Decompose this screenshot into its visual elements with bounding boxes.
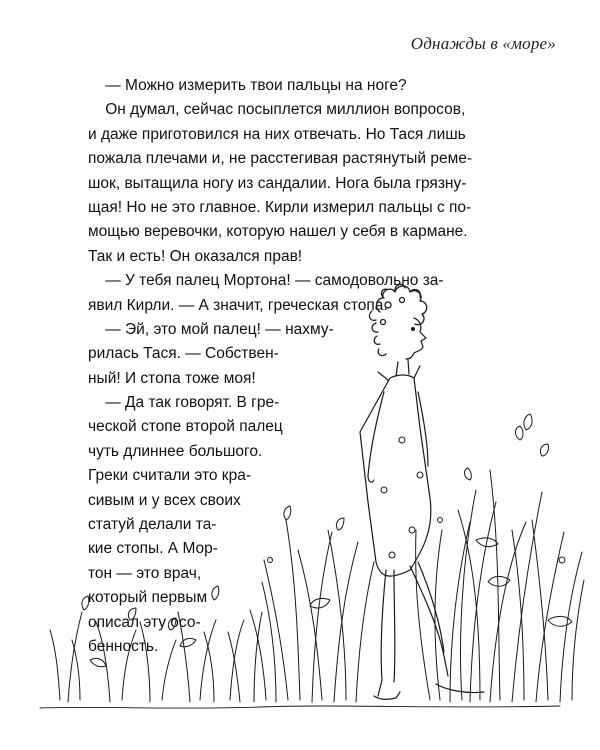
text-line: рилась Тася. — Собствен- — [88, 345, 279, 363]
text-line: — Эй, это мой палец! — нахму- — [88, 320, 334, 338]
text-line: Так и есть! Он оказался прав! — [88, 247, 303, 265]
text-line: шок, вытащила ногу из сандалии. Нога была грязну- — [88, 174, 467, 192]
text-line: статуй делали та- — [88, 516, 217, 534]
text-line: щая! Но не это главное. Кирли измерил пальцы с по- — [88, 198, 472, 216]
text-line: сивым и у всех своих — [88, 491, 241, 509]
text-line: Греки считали это кра- — [88, 467, 251, 485]
text-line: — Да так говорят. В гре- — [88, 394, 280, 412]
text-line: описал эту осо- — [88, 613, 201, 631]
text-line: и даже приготовился на них отвечать. Но Тася лишь — [88, 125, 466, 143]
text-line: ческой стопе второй палец — [88, 418, 283, 436]
text-line: — У тебя палец Мортона! — самодовольно за- — [88, 272, 444, 290]
text-line: бенность. — [88, 637, 159, 655]
text-line: явил Кирли. — А значит, греческая стопа. — [88, 296, 388, 314]
sandal-right — [436, 684, 484, 693]
text-line: чуть длиннее большого. — [88, 442, 263, 460]
running-head: Однажды в «море» — [410, 34, 556, 53]
story-text — [88, 74, 472, 659]
text-line: ный! И стопа тоже моя! — [88, 369, 256, 387]
sandal-left — [374, 692, 400, 699]
text-line: тон — это врач, — [88, 564, 202, 582]
text-line: пожала плечами и, не расстегивая растянутый реме- — [88, 150, 473, 168]
text-line: Он думал, сейчас посыплется миллион вопросов, — [88, 101, 466, 119]
text-line: — Можно измерить твои пальцы на ноге? — [88, 77, 407, 94]
text-line: мощью веревочки, которую нашел у себя в кармане. — [88, 223, 468, 241]
ground-line — [40, 706, 560, 708]
text-line: который первым — [88, 589, 208, 607]
text-line: кие стопы. А Мор- — [88, 540, 218, 558]
